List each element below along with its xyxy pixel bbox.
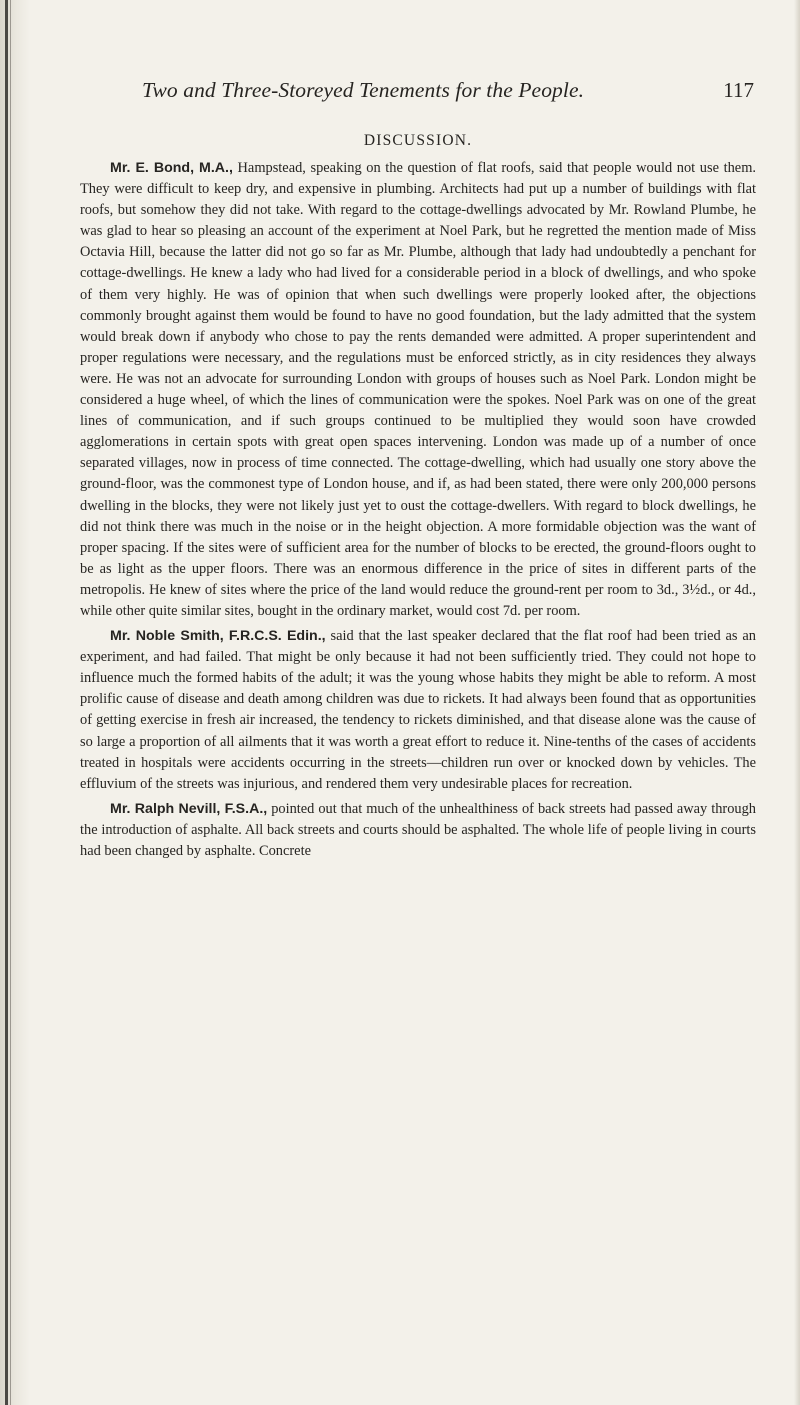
book-page bbox=[80, 76, 756, 862]
speaker-name: Mr. Ralph Nevill, F.S.A., bbox=[110, 800, 268, 817]
page-number: 117 bbox=[723, 78, 754, 102]
speaker-name: Mr. Noble Smith, F.R.C.S. Edin., bbox=[110, 628, 326, 645]
discussion-paragraph-nevill bbox=[80, 799, 756, 862]
binding-inner-line bbox=[10, 0, 11, 1405]
paragraph-text: Hampstead, speaking on the question of flat roofs, said that people would not use them. They were difficult to keep dry, and expensive in plumbing. Architects had put up a number of buildings with flat roofs, but somehow they did not take. With regard to the cottage-dwellings advocated by Mr. Rowland Plumbe, he was glad to hear so pleasing an account of the experiment at Noel Park, but he regretted the mention made of Miss Octavia Hill, because the latter did not go so far as Mr. Plumbe, although that lady had undoubtedly a penchant for cottage-dwellings. He knew a lady who had lived for a considerable period in a block of dwellings, and who spoke of them very highly. He was of opinion that when such dwellings were properly looked after, the objections commonly brought against them would be found to have no good foundation, but the lady admitted that the system would break down if anybody who chose to pay the rents demanded were admitted. A proper superintendent and proper regulations were necessary, and the regulations must be enforced strictly, as in city residences they always were. He was not an advocate for surrounding London with groups of houses such as Noel Park. London might be considered a huge wheel, of which the lines of communication were the spokes. Noel Park was on one of the great lines of communication, and if such groups continued to be multiplied they would soon have crowded agglomerations in certain spots with great open spaces intervening. London was made up of a number of once separated villages, now in process of time connected. The cottage-dwelling, which had usually one story above the ground-floor, was the commonest type of London house, and if, as had been stated, there were only 200,000 persons dwelling in the blocks, they were not likely just yet to oust the cottage-dwellers. With regard to block dwellings, he did not think there was much in the noise or in the height objection. A more formidable objection was the want of proper spacing. If the sites were of sufficient area for the number of blocks to be erected, the ground-floors ought to be as light as the upper floors. There was an enormous difference in the price of sites in different parts of the metropolis. He knew of sites where the price of the land would reduce the ground-rent per room to 3d., 3½d., or 4d., while other quite similar sites, bought in the ordinary market, would cost 7d. per room. bbox=[80, 160, 756, 619]
paragraph-text: pointed out that much of the unhealthiness of back streets had passed away through the introduction of asphalte. All back streets and courts should be asphalted. The whole life of people living in courts had been changed by asphalte. Concrete bbox=[80, 800, 756, 859]
running-title: Two and Three-Storeyed Tenements for the People. bbox=[142, 78, 585, 102]
binding-edge-line bbox=[5, 0, 8, 1405]
section-title: DISCUSSION. bbox=[363, 132, 473, 149]
discussion-paragraph-noble-smith bbox=[80, 626, 756, 795]
page-header bbox=[80, 76, 756, 106]
page-right-edge bbox=[794, 0, 800, 1405]
paragraph-text: said that the last speaker declared that the flat roof had been tried as an experiment, and had failed. That might be only because it had not been sufficiently tried. They could not hope to influence much the formed habits of the adult; it was the young whose habits they might be able to reform. A most prolific cause of disease and death among children was due to rickets. It had always been found that as opportunities of getting exercise in fresh air increased, the tendency to rickets diminished, and that disease alone was the cause of so large a proportion of all ailments that it was worth a great effort to reduce it. Nine-tenths of the cases of accidents treated in hospitals were accidents occurring in the streets—children run over or knocked down by vehicles. The effluvium of the streets was injurious, and rendered them very undesirable places for recreation. bbox=[80, 628, 756, 792]
discussion-paragraph-bond bbox=[80, 158, 756, 622]
speaker-name: Mr. E. Bond, M.A., bbox=[110, 160, 233, 176]
